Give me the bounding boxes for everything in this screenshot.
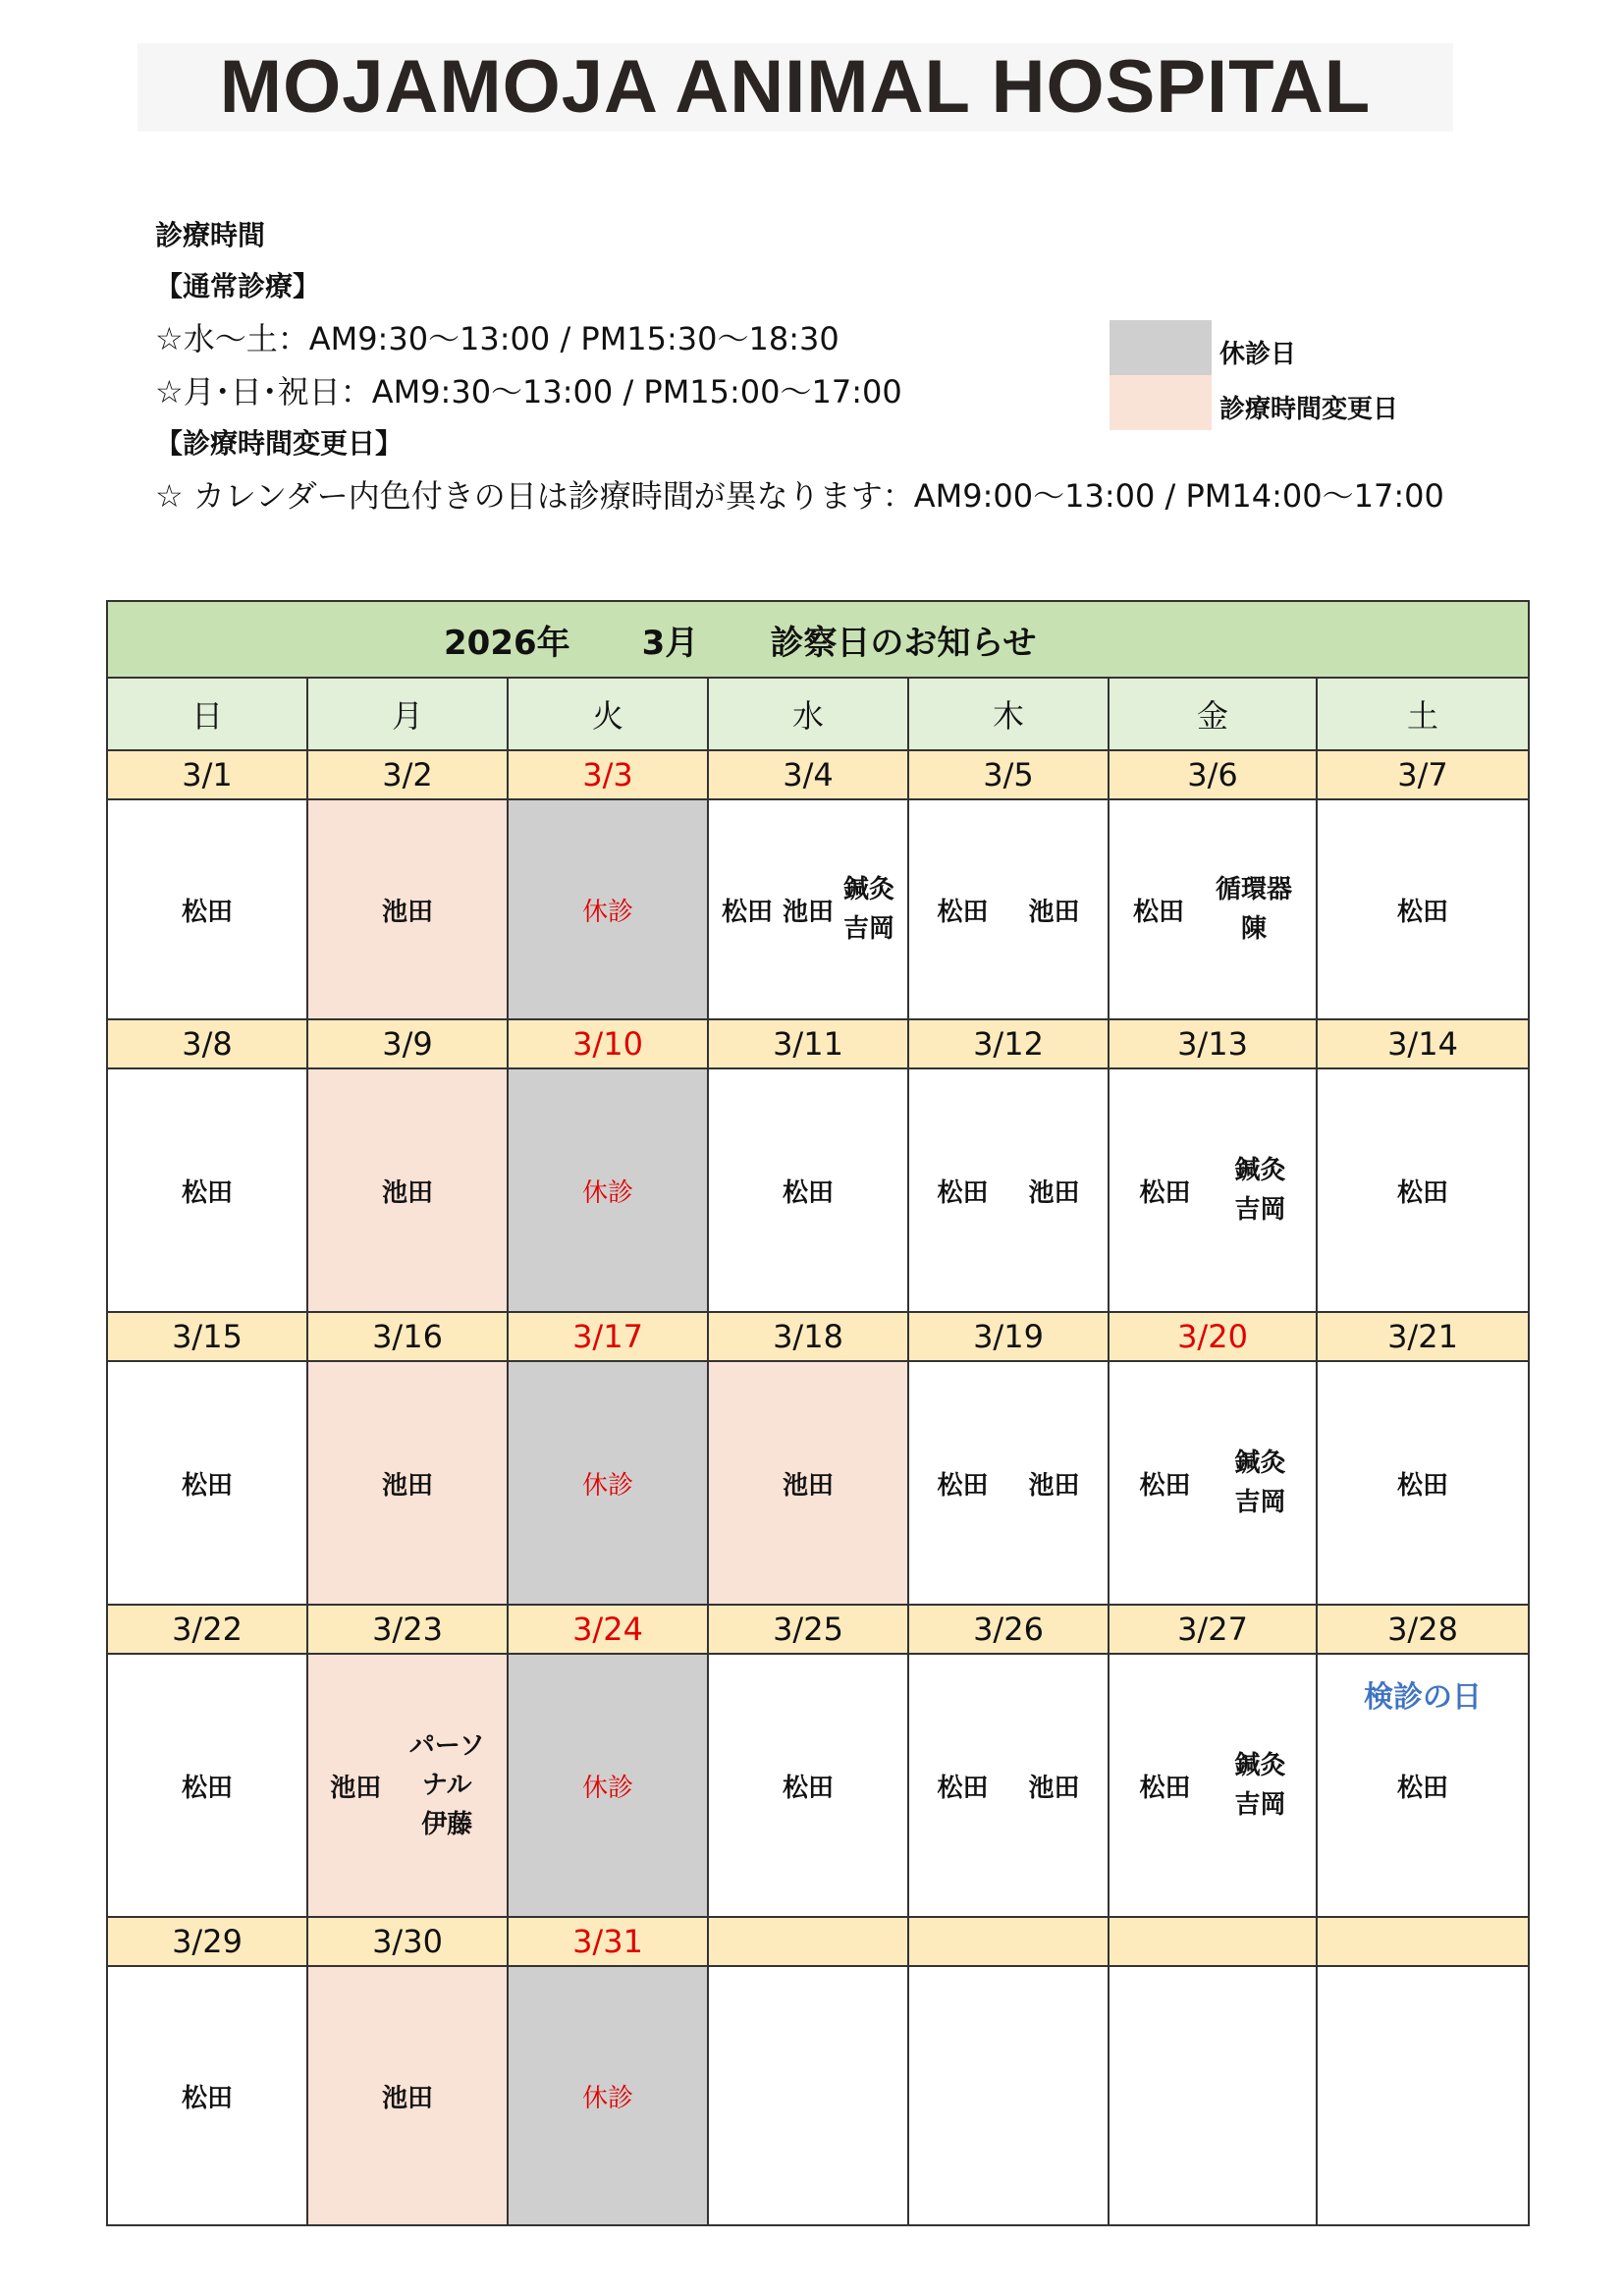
doctor-name: 松田 [181,897,233,927]
closed-label: 休診 [581,2083,633,2113]
doctor-name: 松田 [721,897,773,927]
schedule-cell [307,799,508,1019]
schedule-cell [107,1966,307,2225]
schedule-cell [107,1068,307,1312]
date-cell: 3/2 [307,750,508,799]
specialist-line: 鍼灸 [1234,1751,1286,1780]
calendar-month: 3月 [641,623,699,663]
schedule-cell [508,1966,708,2225]
closed-label: 休診 [581,1773,633,1803]
doctor-name: 松田 [937,897,989,927]
schedule-cell [307,1068,508,1312]
doctor-name: 池田 [1028,1470,1080,1501]
closed-label: 休診 [581,897,633,927]
date-cell: 3/15 [107,1312,307,1361]
doctor-name: 池田 [1028,1177,1080,1208]
hours-title: 診療時間 [155,219,266,251]
schedule-cell [908,1654,1109,1917]
hospital-logo [137,43,1453,132]
date-cell: 3/3 [508,750,708,799]
doctor-name: 松田 [181,1177,233,1208]
schedule-cell [107,1361,307,1605]
weekday-header: 金 [1109,678,1317,750]
doctor-list [909,1768,1108,1804]
doctor-name: 松田 [181,2083,233,2113]
specialist-block [843,870,894,949]
weekday-hours: ☆水～土：AM9:30～13:00 / PM15:30～18:30 [155,320,839,357]
date-cell: 3/29 [107,1917,307,1966]
doctor-name: 松田 [1396,1177,1448,1208]
doctor-name: 池田 [381,1177,433,1208]
doctor-list [709,870,907,949]
schedule-cell [908,1068,1109,1312]
weekday-header: 火 [508,678,708,750]
doctor-name: 松田 [181,1470,233,1501]
doctor-name: 松田 [1132,897,1184,927]
doctor-list [1110,1151,1316,1230]
schedule-cell [1109,1654,1317,1917]
date-cell: 3/13 [1109,1019,1317,1068]
empty-schedule-cell [1109,1966,1317,2225]
doctor-name: 松田 [937,1470,989,1501]
schedule-cell [1317,1068,1529,1312]
doctor-name: 池田 [782,897,834,927]
doctor-name: 松田 [181,1773,233,1803]
calendar-year: 2026年 [444,623,570,663]
empty-date-cell [708,1917,908,1966]
date-cell: 3/24 [508,1605,708,1654]
doctor-name: 松田 [782,1773,834,1803]
schedule-cell [708,1654,908,1917]
specialist-line: 鍼灸 [1234,1449,1286,1478]
doctor-name: 松田 [1139,1773,1191,1803]
date-cell: 3/26 [908,1605,1109,1654]
date-cell: 3/19 [908,1312,1109,1361]
schedule-cell [1317,1654,1529,1917]
empty-schedule-cell [1317,1966,1529,2225]
doctor-list [1110,1444,1316,1522]
schedule-cell [107,1654,307,1917]
date-cell: 3/31 [508,1917,708,1966]
schedule-cell [1109,799,1317,1019]
doctor-name: 松田 [1139,1177,1191,1208]
checkup-day-note: 検診の日 [1364,1680,1482,1715]
date-cell: 3/10 [508,1019,708,1068]
calendar-table [106,600,1530,2226]
weekday-header: 日 [107,678,307,750]
doctor-name: 池田 [782,1470,834,1501]
date-cell: 3/6 [1109,750,1317,799]
weekday-header: 水 [708,678,908,750]
legend-closed-label: 休診日 [1219,340,1297,369]
schedule-cell [908,799,1109,1019]
date-cell: 3/4 [708,750,908,799]
date-cell: 3/27 [1109,1605,1317,1654]
schedule-cell [708,1068,908,1312]
specialist-block [1234,1444,1285,1522]
schedule-cell [107,799,307,1019]
schedule-cell [708,799,908,1019]
normal-hours-heading: 【通常診療】 [155,270,321,302]
schedule-cell [1109,1068,1317,1312]
date-cell: 3/14 [1317,1019,1529,1068]
legend-changed-label: 診療時間変更日 [1219,395,1399,424]
empty-date-cell [1109,1917,1317,1966]
weekday-header: 月 [307,678,508,750]
hours-info [155,214,1444,526]
date-cell: 3/21 [1317,1312,1529,1361]
doctor-name: 池田 [1028,1773,1080,1803]
date-cell: 3/7 [1317,750,1529,799]
schedule-cell [1317,1361,1529,1605]
specialist-line: パーソ [408,1731,485,1761]
schedule-cell [708,1361,908,1605]
doctor-name: 池田 [381,1470,433,1501]
date-cell: 3/22 [107,1605,307,1654]
schedule-cell [508,799,708,1019]
calendar-caption [107,601,1529,678]
schedule-cell [307,1966,508,2225]
legend-changed-swatch [1110,375,1212,430]
schedule-cell [307,1361,508,1605]
specialist-line: 鍼灸 [1234,1156,1286,1185]
calendar-title: 診察日のお知らせ [770,623,1037,663]
weekday-header: 土 [1317,678,1529,750]
schedule-cell [1317,799,1529,1019]
date-cell: 3/5 [908,750,1109,799]
empty-schedule-cell [708,1966,908,2225]
date-cell: 3/18 [708,1312,908,1361]
date-cell: 3/16 [307,1312,508,1361]
specialist-line: 陳 [1240,914,1267,944]
doctor-name: 松田 [1139,1470,1191,1501]
date-cell: 3/28 [1317,1605,1529,1654]
date-cell: 3/20 [1109,1312,1317,1361]
date-cell: 3/17 [508,1312,708,1361]
schedule-cell [508,1068,708,1312]
date-cell: 3/1 [107,750,307,799]
date-cell: 3/30 [307,1917,508,1966]
changed-hours-heading: 【診療時間変更日】 [155,427,404,460]
specialist-line: 吉岡 [1234,1195,1286,1225]
empty-date-cell [908,1917,1109,1966]
doctor-name: 松田 [1396,897,1448,927]
specialist-block [409,1726,485,1844]
weekend-hours: ☆月･日･祝日：AM9:30～13:00 / PM15:00～17:00 [155,373,902,410]
weekday-header: 木 [908,678,1109,750]
specialist-block [1234,1746,1285,1825]
specialist-line: ナル [421,1771,472,1800]
date-cell: 3/8 [107,1019,307,1068]
logo-text: MOJAMOJA ANIMAL HOSPITAL [219,45,1372,129]
specialist-block [1234,1151,1285,1230]
doctor-name: 池田 [381,2083,433,2113]
doctor-list [1110,870,1316,949]
doctor-name: 松田 [937,1177,989,1208]
closed-label: 休診 [581,1177,633,1208]
empty-date-cell [1317,1917,1529,1966]
closed-label: 休診 [581,1470,633,1501]
date-cell: 3/11 [708,1019,908,1068]
date-cell: 3/23 [307,1605,508,1654]
doctor-name: 松田 [1396,1470,1448,1501]
date-cell: 3/12 [908,1019,1109,1068]
specialist-line: 吉岡 [1234,1488,1286,1517]
empty-schedule-cell [908,1966,1109,2225]
doctor-name: 松田 [937,1773,989,1803]
doctor-list [1110,1746,1316,1825]
legend-closed-swatch [1110,320,1212,375]
doctor-name: 池田 [381,897,433,927]
schedule-cell [307,1654,508,1917]
doctor-list [909,892,1108,928]
schedule-cell [1109,1361,1317,1605]
doctor-list [308,1726,507,1844]
doctor-list [909,1465,1108,1502]
specialist-line: 循環器 [1215,875,1292,904]
date-cell: 3/25 [708,1605,908,1654]
date-cell: 3/9 [307,1019,508,1068]
specialist-line: 鍼灸 [842,875,894,904]
schedule-cell [908,1361,1109,1605]
doctor-name: 池田 [1028,897,1080,927]
doctor-name: 池田 [330,1773,382,1803]
schedule-cell [508,1361,708,1605]
doctor-name: 松田 [1396,1773,1448,1803]
changed-hours-note: ☆ カレンダー内色付きの日は診療時間が異なります：AM9:00～13:00 / PM14:00～17:00 [155,477,1444,515]
doctor-name: 松田 [782,1177,834,1208]
specialist-line: 伊藤 [421,1810,473,1839]
specialist-block [1216,870,1292,949]
specialist-line: 吉岡 [1234,1790,1286,1820]
specialist-line: 吉岡 [842,914,894,944]
doctor-list [909,1173,1108,1209]
schedule-cell [508,1654,708,1917]
